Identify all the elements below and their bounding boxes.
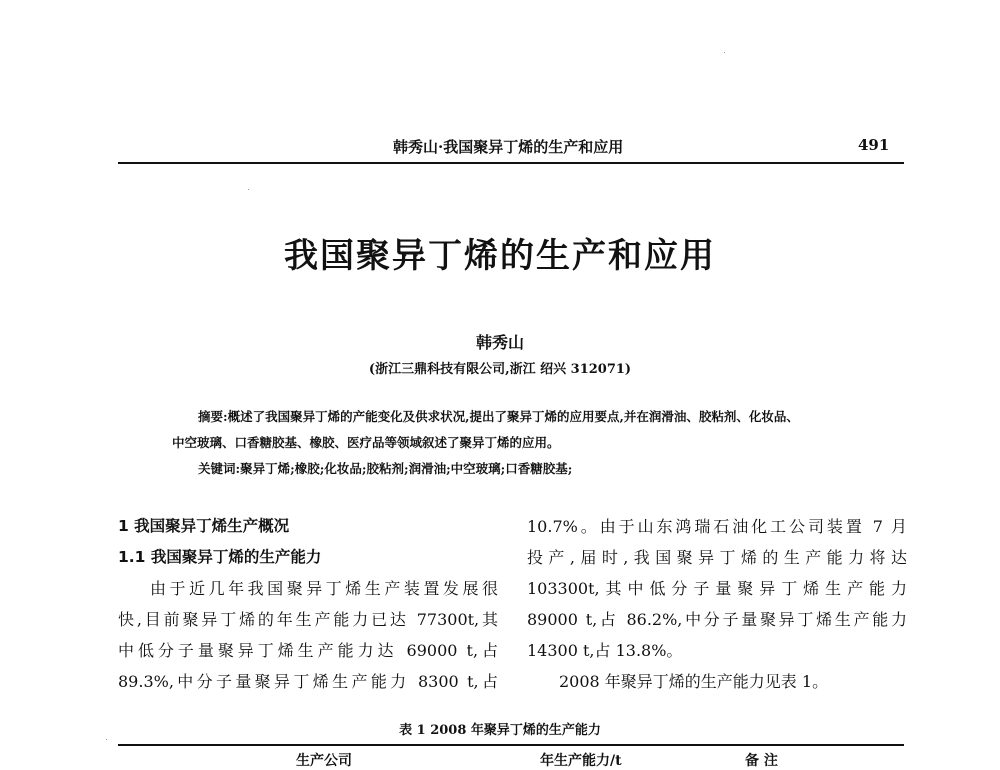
abstract-line: 摘要:概述了我国聚异丁烯的产能变化及供求状况,提出了聚异丁烯的应用要点,并在润滑油、胶粘剂、化妆品、 <box>198 409 799 424</box>
running-head <box>0 136 1000 158</box>
body-line: 10.7%。由于山东鸿瑞石油化工公司装置 7 月 <box>527 517 907 536</box>
left-column <box>118 511 498 697</box>
scan-speck <box>106 739 107 740</box>
section-heading: 1 我国聚异丁烯生产概况 <box>118 517 290 535</box>
author-name: 韩秀山 <box>475 333 524 352</box>
author-affiliation: (浙江三鼎科技有限公司,浙江 绍兴 312071) <box>368 362 632 377</box>
running-title: 韩秀山·我国聚异丁烯的生产和应用 <box>393 138 624 156</box>
page-number: 491 <box>858 136 890 154</box>
table-header-note: 备 注 <box>745 753 778 769</box>
body-line: 投产,届时,我国聚异丁烯的生产能力将达 <box>527 548 907 567</box>
right-column <box>527 511 907 697</box>
subsection-heading: 1.1 我国聚异丁烯的生产能力 <box>118 548 322 566</box>
table-top-rule <box>118 744 904 746</box>
body-line: 89.3%,中分子量聚异丁烯生产能力 8300 t,占 <box>118 672 498 691</box>
keywords-line: 关键词:聚异丁烯;橡胶;化妆品;胶粘剂;润滑油;中空玻璃;口香糖胶基; <box>198 461 573 476</box>
abstract-block <box>172 404 872 482</box>
table-caption: 表 1 2008 年聚异丁烯的生产能力 <box>399 723 601 738</box>
body-line: 2008 年聚异丁烯的生产能力见表 1。 <box>559 672 829 691</box>
table-header-company: 生产公司 <box>296 753 352 769</box>
table-header-capacity: 年生产能力/t <box>540 753 622 769</box>
body-line: 中低分子量聚异丁烯生产能力达 69000 t,占 <box>118 641 498 660</box>
scan-speck <box>724 52 725 53</box>
scan-speck <box>248 189 249 190</box>
abstract-line: 中空玻璃、口香糖胶基、橡胶、医疗品等领域叙述了聚异丁烯的应用。 <box>172 435 560 450</box>
header-rule <box>118 162 904 164</box>
body-line: 由于近几年我国聚异丁烯生产装置发展很 <box>150 579 498 598</box>
body-line: 快,目前聚异丁烯的年生产能力已达 77300t,其 <box>118 610 498 629</box>
body-line: 14300 t,占 13.8%。 <box>527 641 683 660</box>
paper-title: 我国聚异丁烯的生产和应用 <box>284 236 716 276</box>
body-line: 103300t,其中低分子量聚异丁烯生产能力 <box>527 579 907 598</box>
body-line: 89000 t,占 86.2%,中分子量聚异丁烯生产能力 <box>527 610 907 629</box>
